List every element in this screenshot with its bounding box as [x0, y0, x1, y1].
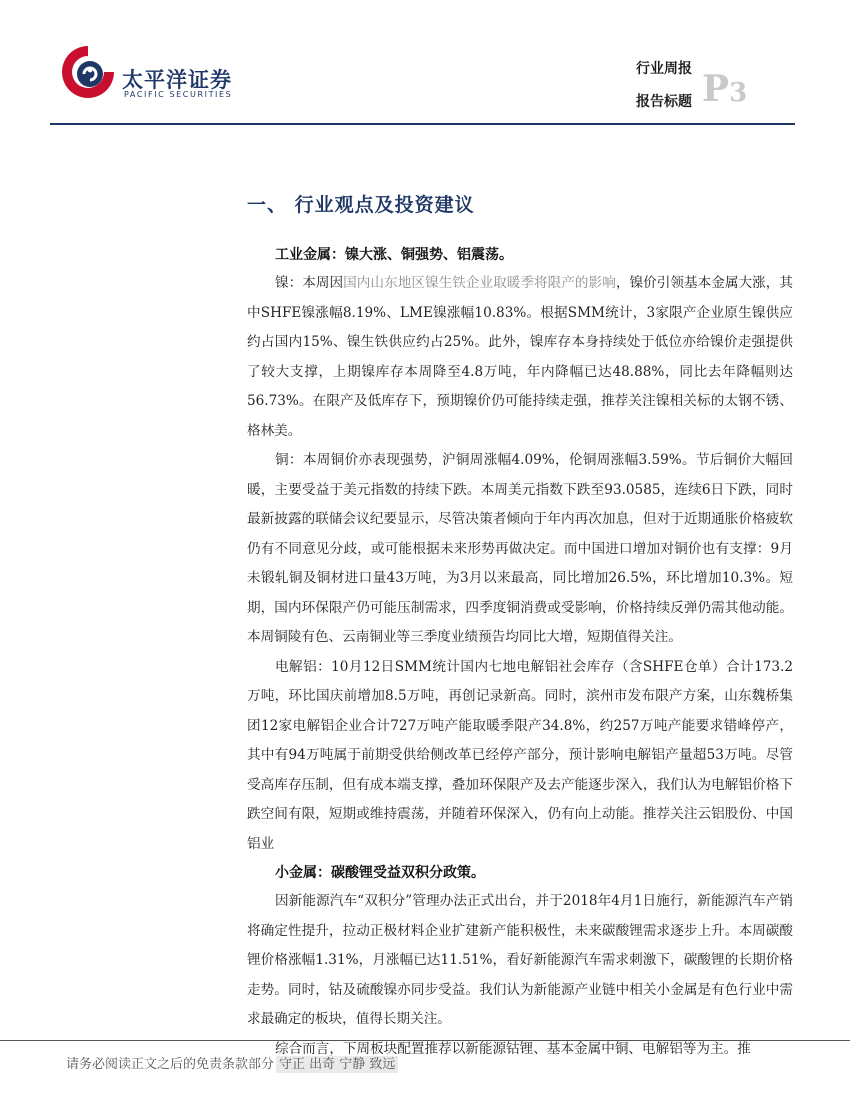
- header-divider: [50, 123, 795, 125]
- nickel-highlight: 国内山东地区镍生铁企业取暖季将限产的影响: [343, 275, 616, 291]
- nickel-lead: 镍：本周因: [275, 275, 344, 291]
- subheading-minor-metals: 小金属：碳酸锂受益双积分政策。: [275, 865, 485, 881]
- page-header: [0, 0, 850, 130]
- page-number: [702, 68, 747, 110]
- pacific-securities-logo-icon: [58, 42, 118, 102]
- page-footer: [66, 1053, 398, 1072]
- report-title: 报告标题: [636, 94, 692, 110]
- page-letter: P: [702, 68, 730, 110]
- nickel-rest: ，镍价引领基本金属大涨，其中SHFE镍涨幅8.19%、LME镍涨幅10.83%。根据SMM统计，3家限产企业原生镍供应约占国内15%、镍生铁供应约占25%。此外，镍库存本身持续处于低位亦给镍价走强提供了较大支撑，上期镍库存本周降至4.8万吨，年内降幅已达48.88%，同比去年降幅则达56.73%。在限产及低库存下，预期镍价仍可能持续走强，推荐关注镍相关标的太钢不锈、格林美。: [247, 275, 794, 439]
- paragraph-lithium: 因新能源汽车“双积分”管理办法正式出台，并于2018年4月1日施行，新能源汽车产销将确定性提升，拉动正极材料企业扩建新产能积极性，未来碳酸锂需求逐步上升。本周碳酸锂价格涨幅1.31%，月涨幅已达11.51%，看好新能源汽车需求刺激下，碳酸锂的长期价格走势。同时，钴及硫酸镍亦同步受益。我们认为新能源产业链中相关小金属是有色行业中需求最确定的板块，值得长期关注。: [247, 893, 793, 1027]
- footer-divider: [0, 1040, 850, 1041]
- subheading-industrial-metals: 工业金属：镍大涨、铜强势、铝震荡。: [275, 247, 513, 263]
- report-type: 行业周报: [636, 61, 692, 77]
- footer-motto: 守正 出奇 宁静 致远: [276, 1056, 398, 1073]
- paragraph-summary: 综合而言，下周板块配置推荐以新能源钴锂、基本金属中铜、电解铝等为主。推: [275, 1040, 751, 1057]
- footer-disclaimer: 请务必阅读正文之后的免责条款部分: [66, 1057, 275, 1072]
- brand-name-en: PACIFIC SECURITIES: [124, 90, 233, 99]
- main-content: [247, 190, 793, 1064]
- section-title: 一、 行业观点及投资建议: [247, 194, 475, 216]
- paragraph-copper: 铜：本周铜价亦表现强势，沪铜周涨幅4.09%，伦铜周涨幅3.59%。节后铜价大幅回暖，主要受益于美元指数的持续下跌。本周美元指数下跌至93.0585，连续6日下跌，同时最新披露的联储会议纪要显示，尽管决策者倾向于年内再次加息，但对于近期通胀价格疲软仍有不同意见分歧，或可能根据未来形势再做决定。而中国进口增加对铜价也有支撑：9月未锻轧铜及铜材进口量43万吨，为3月以来最高，同比增加26.5%，环比增加10.3%。短期，国内环保限产仍可能压制需求，四季度铜消费或受影响，价格持续反弹仍需其他动能。本周铜陵有色、云南铜业等三季度业绩预告均同比大增，短期值得关注。: [247, 452, 793, 645]
- page-digit: 3: [729, 78, 748, 108]
- paragraph-nickel: [247, 269, 793, 446]
- paragraph-aluminum: 电解铝：10月12日SMM统计国内七地电解铝社会库存（含SHFE仓单）合计173.2万吨，环比国庆前增加8.5万吨，再创记录新高。同时，滨州市发布限产方案，山东魏桥集团12家电解铝企业合计727万吨产能取暖季限产34.8%，约257万吨产能要求错峰停产，其中有94万吨属于前期受供给侧改革已经停产部分，预计影响电解铝产量超53万吨。尽管受高库存压制，但有成本端支撑，叠加环保限产及去产能逐步深入，我们认为电解铝价格下跌空间有限，短期或维持震荡，并随着环保深入，仍有向上动能。推荐关注云铝股份、中国铝业: [247, 658, 793, 852]
- brand-name-cn: 太平洋证券: [122, 68, 232, 92]
